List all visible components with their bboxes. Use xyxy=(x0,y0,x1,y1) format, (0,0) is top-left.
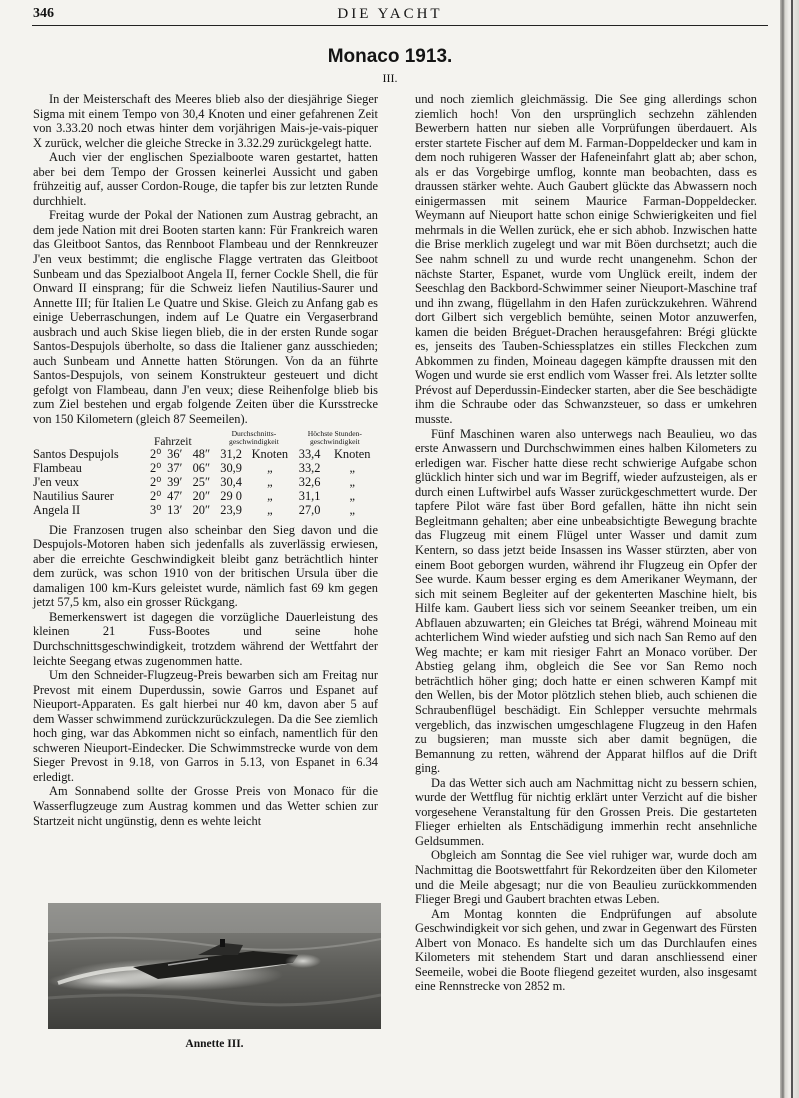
boat-name: Flambeau xyxy=(33,460,82,475)
avg-speed: 31,2 xyxy=(220,446,242,461)
time-hours-mark: ⁰ xyxy=(156,502,162,517)
time-minutes xyxy=(167,503,188,517)
paragraph: Fünf Maschinen waren also unterwegs nach Beaulieu, wo das erste Anwassern und Durchschwimmen eines halben Kilometers zu erledigen war. Fischer hatte diese recht schwierige Aufgabe schon glücklich hinter sich und war im Begriff, wieder aufzusteigen, als er durch einen Luftwirbel aufs Wasser zurückgeschmettert wurde. Der tapfere Pilot wäre fast über Bord gefallen, hätte ihn nicht sein Begleitmann gehalten; aber eine unbeabsichtigte Bewegung brachte das Flugzeug mit einem Flügel unter Wasser und damit zum Kentern, so dass jetzt beide Insassen ins Wasser stürzten, aber von einem Boot geborgen wurden, während ihr Flugzeug ein Opfer der See wurde. Kaum besser erging es dem Amerikaner Weymann, der sich mit seinem Begleiter auf der gekenterten Maschine hielt, bis Hilfe kam. Gaubert liess sich vor seinem Seeanker treiben, um ein Abflauen abzuwarten; ein Gleiches tat Brégi, während Moineau mit achterlichem Wind wieder aufstieg und sich nach San Remo auf den Weg machte; er kam mit riesiger Fahrt an Monaco vorüber. Der Abstieg gelang ihm, obgleich die See vor San Remo noch beträchtlich höher ging; doch hatte er einen schweren Kampf mit den Wellen, bis der Motor plötzlich stehen blieb, auch schienen die Schraubenflügel beschädigt. Ein Schlepper versuchte mehrmals vergeblich, das inzwischen umgeschlagene Flugzeug in den Hafen zu bugsieren; man musste sich aber damit begnügen, die Bemannung zu retten, während der Apparat hilflos auf die Drift ging. xyxy=(415,426,757,776)
time-seconds-mark: ″ xyxy=(204,474,211,489)
results-body xyxy=(33,447,378,517)
time-seconds xyxy=(188,447,216,461)
avg-speed-unit: Knoten xyxy=(251,446,289,461)
avg-speed: 30,4 xyxy=(220,474,242,489)
header-max-speed: Höchste Stunden-geschwindigkeit xyxy=(307,428,362,447)
paragraph: Um den Schneider-Flugzeug-Preis bewarben sich am Freitag nur Prevost mit einem Duperdussin, sowie Garros und Espanet auf Nieuport-Apparaten. Es galt hierbei nur 40 km, davon aber 5 auf dem Wasser schwimmend zurückzurückzulegen. Da die See ziemlich hoch ging, war das Abkommen nicht so einfach, namentlich für den schweren Nieuport-Eindecker. Die Schwimmstrecke wurde von dem Sieger Prevost in 9.18, von Garros in 5.13, von Espanet in 6.34 erledigt. xyxy=(33,668,378,784)
results-table xyxy=(33,430,378,517)
time-minutes xyxy=(167,489,188,503)
time-seconds xyxy=(188,461,216,475)
time-seconds xyxy=(188,489,216,503)
time-hours-mark: ⁰ xyxy=(156,460,162,475)
paragraph: Freitag wurde der Pokal der Nationen zum Austrag gebracht, an dem jede Nation mit drei Booten starten kann: Für Frankreich waren das Gleitboot Santos, das Rennboot Flambeau und der Rennkreuzer J'en veux bestimmt; die englische Flagge vertraten das Gleitboot Sunbeam und das Spezialboot Angela II, ferner Cockle Shell, die für Onward II einsprang; für die Schweiz liefen Nautilius-Saurer und Annette III; für Italien Le Quatre und Skise. Gleich zu Anfang gab es einige Ueberraschungen, indem auf Le Quatre ein Vergaserbrand ausbrach und auch Skise liegen blieb, die in der ersten Runde sogar Santos-Despujols überholte, so dass die Italiener ganz ausschieden; auch Sunbeam und Annette hatten Störungen. Von da an führte Santos-Despujols, von seinem Konstrukteur gesteuert und dicht gefolgt von Flambeau, dann J'en veux; diese Reihenfolge blieb bis zum Ziel bestehen und ergab folgende Zeiten über die Kursstrecke von 150 Kilometern (gleich 87 Seemeilen). xyxy=(33,208,378,427)
time-hours-value: 2 xyxy=(150,488,157,503)
time-hours-mark: ⁰ xyxy=(156,446,162,461)
header-time: Fahrzeit xyxy=(154,436,192,449)
max-speed-unit: „ xyxy=(349,460,355,475)
time-hours xyxy=(150,447,167,461)
time-hours-value: 2 xyxy=(150,460,157,475)
paragraph: Obgleich am Sonntag die See viel ruhiger war, wurde doch am Nachmittag die Bootswettfahrt für Rekordzeiten über den Kilometer und die Meile abgesagt; nur die von Beaulieu zurückkommenden Flieger Bregi und Gaubert brachten etwas Leben. xyxy=(415,848,757,907)
results-row xyxy=(33,461,378,475)
max-speed-unit: „ xyxy=(349,474,355,489)
boat-name: Nautilius Saurer xyxy=(33,488,114,503)
paragraph: In der Meisterschaft des Meeres blieb also der diesjährige Sieger Sigma mit einem Tempo von 30,4 Knoten und einer gefahrenen Zeit von 3.33.20 noch etwas hinter dem vorjährigen Mais-je-vais-piquer X zurück, welcher die gleiche Strecke in 3.32.29 zurückgelegt hatte. xyxy=(33,92,378,150)
boat-name: Angela II xyxy=(33,502,81,517)
max-speed-unit: „ xyxy=(349,488,355,503)
avg-speed: 29 0 xyxy=(220,488,242,503)
max-speed-unit: „ xyxy=(349,502,355,517)
paragraph: Die Franzosen trugen also scheinbar den Sieg davon und die Despujols-Motoren haben sich jedenfalls als zuverlässig erwiesen, aber die erreichte Geschwindigkeit bleibt ganz beträchtlich hinter dem zurück, was schon 1910 von der britischen Ursula über die damaligen 100 km-Kurs geleistet wurde, nämlich fast 69 km gegen jetzt 57,5 km, also ein grosser Rückgang. xyxy=(33,522,378,610)
time-minutes-mark: ′ xyxy=(179,474,183,489)
time-hours-mark: ⁰ xyxy=(156,474,162,489)
header-rule xyxy=(32,25,768,26)
time-seconds-value: 48 xyxy=(192,446,205,461)
left-column xyxy=(33,92,378,828)
article-part: III. xyxy=(382,71,398,85)
max-speed-unit: Knoten xyxy=(333,446,371,461)
paragraph: Auch vier der englischen Spezialboote waren gestartet, hatten aber bei dem Tempo der Grossen keinerlei Aussicht und gaben frühzeitig auf, ausser Cordon-Rouge, die tapfer bis zur letzten Runde durchhielt. xyxy=(33,150,378,208)
avg-speed-unit: „ xyxy=(267,502,273,517)
results-row xyxy=(33,475,378,489)
time-seconds-mark: ″ xyxy=(204,502,211,517)
time-minutes-value: 37 xyxy=(167,460,180,475)
boat-photo xyxy=(48,903,381,1029)
max-speed: 27,0 xyxy=(298,502,321,517)
header-avg-speed: Durchschnitts-geschwindigkeit xyxy=(229,428,279,447)
paragraph: Da das Wetter sich auch am Nachmittag nicht zu bessern schien, wurde der Wettflug für nichtig erklärt unter Verzicht auf die bisher vorgesehene Veranstaltung für den Grossen Preis. Die gestarteten Flieger erhielten als Entschädigung immerhin recht ansehnliche Geldsummen. xyxy=(415,775,757,848)
photo-caption: Annette III. xyxy=(185,1038,244,1050)
results-row xyxy=(33,489,378,503)
paragraph: Am Sonnabend sollte der Grosse Preis von Monaco für die Wasserflugzeuge zum Austrag kommen und das Wetter schien zur Startzeit nicht ungünstig, denn es wehte leicht xyxy=(33,784,378,828)
time-hours-value: 2 xyxy=(150,474,157,489)
paragraph: Am Montag konnten die Endprüfungen auf absolute Geschwindigkeit vor sich gehen, und zwar in Gegenwart des Fürsten Albert von Monaco. Es handelte sich um das Durchlaufen eines Kilometers mit stehendem Start und daran anschliessend einer Seemeile, wobei die Boote fliegend gezeitet wurden, also insgesamt eine Rennstrecke von 2852 m. xyxy=(415,906,757,994)
paragraph: Bemerkenswert ist dagegen die vorzügliche Dauerleistung des kleinen 21 Fuss-Bootes und seine hohe Durchschnittsgeschwindigkeit, trotzdem während der Wettfahrt der leichte Seegang etwas zugenommen hatte. xyxy=(33,609,378,668)
avg-speed: 23,9 xyxy=(220,502,242,517)
page-number: 346 xyxy=(33,6,54,21)
results-row xyxy=(33,503,378,517)
time-seconds-value: 20 xyxy=(192,488,205,503)
time-seconds xyxy=(188,503,216,517)
avg-speed: 30,9 xyxy=(220,460,242,475)
time-seconds-mark: ″ xyxy=(204,460,211,475)
scan-edge xyxy=(780,0,799,1098)
results-row xyxy=(33,447,378,461)
max-speed: 31,1 xyxy=(298,488,321,503)
time-seconds-value: 20 xyxy=(192,502,205,517)
time-minutes-value: 13 xyxy=(167,502,180,517)
avg-speed-unit: „ xyxy=(267,460,273,475)
time-seconds xyxy=(188,475,216,489)
paragraph: und noch ziemlich gleichmässig. Die See ging allerdings schon ziemlich hoch! Von den ursprünglich sechzehn zählenden Bewerbern hatten nur sieben alle Vorprüfungen überdauert. Als erster startete Fischer auf dem M. Farman-Doppeldecker und kam in dem noch ruhigeren Wasser der Hafeneinfahrt glatt ab; aber schon, als er das Vorgebirge umflog, konnte man beobachten, dass es draussen stärker wehte. Auch Gaubert glückte das Abwassern noch einigermassen mit seinem Maurice Farman-Doppeldecker. Weymann auf Nieuport hatte schon einige Schwierigkeiten und fiel mehrmals in die Wellen zurück, ehe er sich abhob. Inzwischen hatte die Brise merklich zugelegt und war mit Böen durchsetzt; auch die See nahm schnell zu und wurde recht unangenehm. Schon der nächste Starter, Espanet, wurde vom Unglück ereilt, indem der Seeschlag den Backbord-Schwimmer seiner Nieuport-Maschine traf und ihn zwang, flügellahm in den Hafen zurückzukehren. Während dort Gilbert sich vergeblich bemühte, seinen Motor anzuwerfen, kamen die beiden Bréguet-Drachen herausgefahren: Brégi glückte es, jenseits des Tauben-Schiessplatzes ein stilles Fleckchen zum Abkommen zu finden, Moineau dagegen kämpfte draussen mit den Wogen und wurde sie erst endlich vom Wasser frei. Als letzter sollte Prévost auf Deperdussin-Eindecker starten, aber die See beschädigte ihm die Schraube oder das Schwanzsteuer, so dass er umkehren musste. xyxy=(415,92,757,427)
time-seconds-mark: ″ xyxy=(204,446,211,461)
time-minutes-value: 36 xyxy=(167,446,180,461)
time-hours-mark: ⁰ xyxy=(156,488,162,503)
boat-name: J'en veux xyxy=(33,474,79,489)
time-minutes xyxy=(167,447,188,461)
avg-speed-unit: „ xyxy=(267,474,273,489)
time-hours xyxy=(150,489,167,503)
time-hours xyxy=(150,475,167,489)
max-speed: 33,2 xyxy=(298,460,321,475)
time-minutes-value: 39 xyxy=(167,474,180,489)
time-seconds-mark: ″ xyxy=(204,488,211,503)
right-column xyxy=(415,92,757,994)
time-minutes xyxy=(167,475,188,489)
time-minutes xyxy=(167,461,188,475)
avg-speed-unit: „ xyxy=(267,488,273,503)
max-speed: 32,6 xyxy=(298,474,321,489)
time-seconds-value: 25 xyxy=(192,474,205,489)
max-speed: 33,4 xyxy=(298,446,321,461)
time-minutes-mark: ′ xyxy=(179,460,183,475)
time-seconds-value: 06 xyxy=(192,460,205,475)
time-hours xyxy=(150,503,167,517)
time-minutes-mark: ′ xyxy=(179,446,183,461)
boat-name: Santos Despujols xyxy=(33,446,119,461)
time-hours xyxy=(150,461,167,475)
time-hours-value: 2 xyxy=(150,446,157,461)
time-minutes-mark: ′ xyxy=(179,502,183,517)
running-head: DIE YACHT xyxy=(337,6,443,22)
boat-photo-image xyxy=(48,903,381,1029)
results-header-row xyxy=(33,430,378,447)
time-minutes-value: 47 xyxy=(167,488,180,503)
time-hours-value: 3 xyxy=(150,502,157,517)
article-title: Monaco 1913. xyxy=(327,46,453,67)
time-minutes-mark: ′ xyxy=(179,488,183,503)
